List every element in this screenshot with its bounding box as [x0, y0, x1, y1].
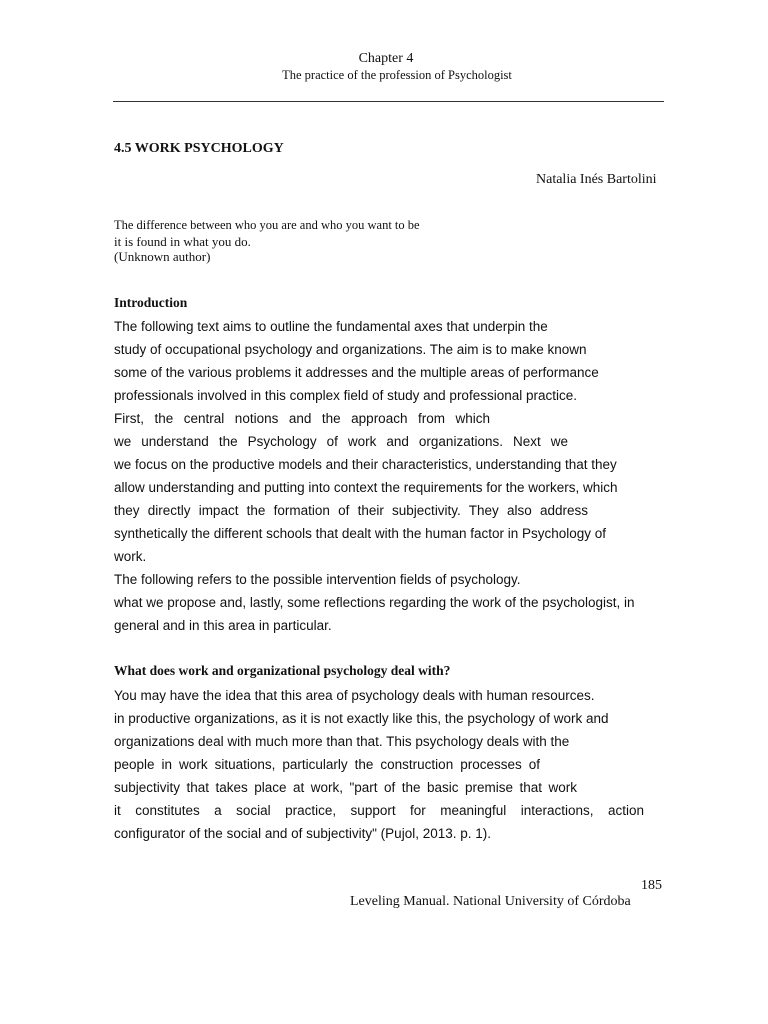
text-line: professionals involved in this complex field of study and professional practice. — [114, 388, 577, 403]
text-line: we focus on the productive models and their characteristics, understanding that they — [114, 457, 617, 472]
epigraph-line: it is found in what you do. — [114, 234, 251, 249]
text-line: subjectivity that takes place at work, "part of the basic premise that work — [114, 780, 577, 795]
introduction-paragraph — [114, 315, 644, 637]
text-line: The following refers to the possible intervention fields of psychology. — [114, 572, 521, 587]
text-line: general and in this area in particular. — [114, 618, 332, 633]
text-line: First, the central notions and the approach from which — [114, 411, 490, 426]
introduction-heading: Introduction — [114, 295, 188, 310]
section-title: 4.5 WORK PSYCHOLOGY — [114, 141, 284, 156]
page-number: 185 — [641, 878, 662, 893]
text-line: what we propose and, lastly, some reflections regarding the work of the psychologist, in — [114, 595, 635, 610]
text-line: work. — [114, 549, 147, 564]
text-line: some of the various problems it addresses and the multiple areas of performance — [114, 365, 599, 380]
text-line: organizations deal with much more than that. This psychology deals with the — [114, 734, 570, 749]
chapter-subtitle: The practice of the profession of Psychologist — [282, 68, 512, 82]
footer-text: Leveling Manual. National University of Córdoba — [350, 894, 631, 909]
text-line: in productive organizations, as it is not exactly like this, the psychology of work and — [114, 711, 609, 726]
section-paragraph — [114, 684, 644, 845]
text-line: study of occupational psychology and organizations. The aim is to make known — [114, 342, 587, 357]
text-line: You may have the idea that this area of psychology deals with human resources. — [114, 688, 595, 703]
text-line: The following text aims to outline the fundamental axes that underpin the — [114, 319, 548, 334]
chapter-header: Chapter 4 — [358, 51, 414, 66]
text-line: they directly impact the formation of their subjectivity. They also address — [114, 503, 588, 518]
author-name: Natalia Inés Bartolini — [536, 172, 657, 187]
text-line: allow understanding and putting into context the requirements for the workers, which — [114, 480, 618, 495]
text-line: people in work situations, particularly the construction processes of — [114, 757, 540, 772]
epigraph-attribution: (Unknown author) — [114, 249, 211, 264]
text-line: synthetically the different schools that dealt with the human factor in Psychology of — [114, 526, 607, 541]
text-line: we understand the Psychology of work and organizations. Next we — [114, 434, 568, 449]
text-line: configurator of the social and of subjectivity" (Pujol, 2013. p. 1). — [114, 826, 491, 841]
text-line: it constitutes a social practice, support for meaningful interactions, action — [114, 803, 644, 818]
header-divider — [113, 101, 664, 102]
section-heading: What does work and organizational psychology deal with? — [114, 663, 451, 678]
epigraph-line: The difference between who you are and who you want to be — [114, 218, 420, 232]
